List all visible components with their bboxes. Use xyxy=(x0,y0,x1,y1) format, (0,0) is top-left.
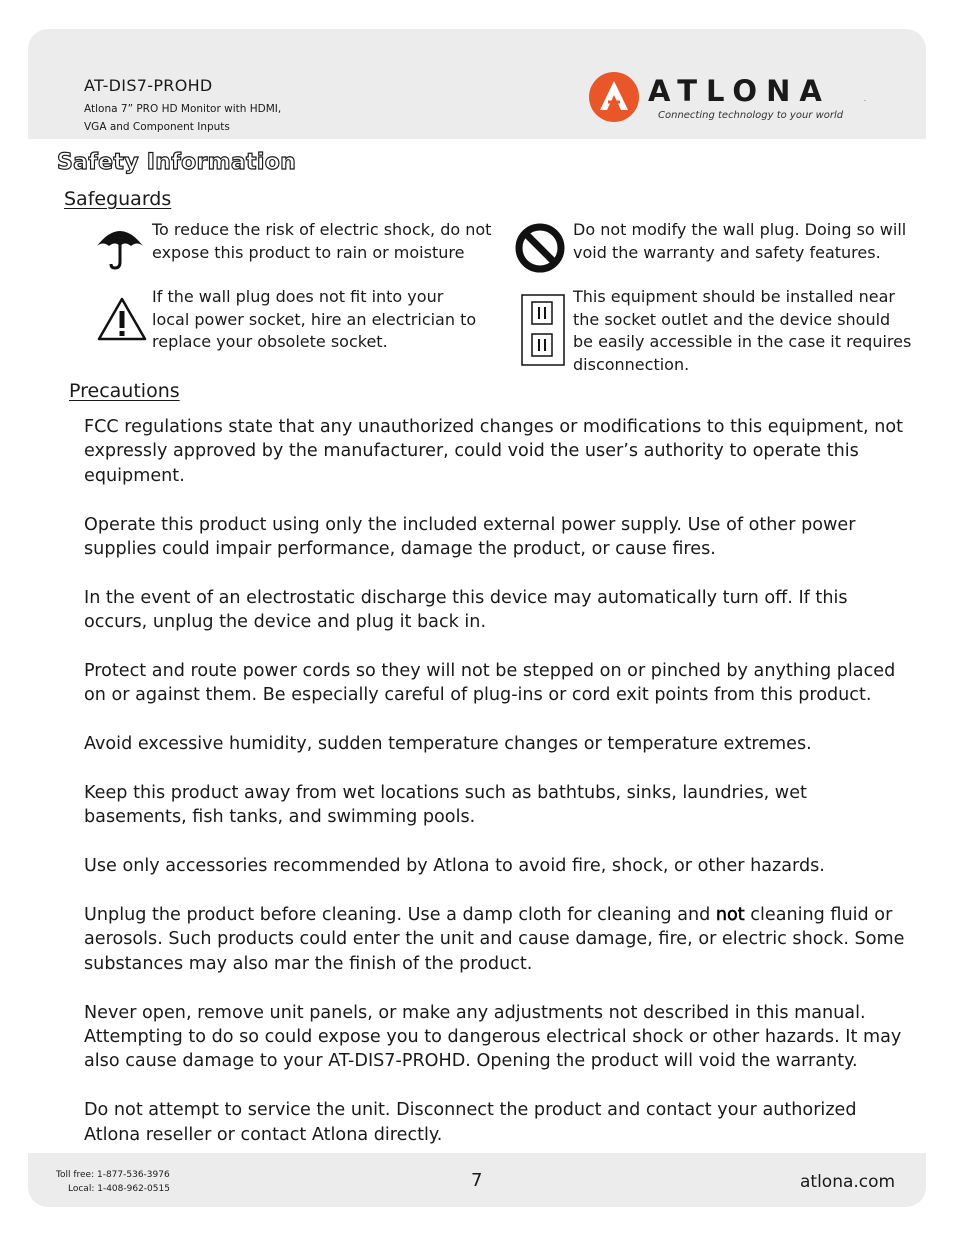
logo-tagline: Connecting technology to your world xyxy=(658,110,844,121)
logo-registered-mark: . xyxy=(864,96,866,103)
paragraph: Operate this product using only the included external power supply. Use of other power supplies could impair performance, damage the product, or cause fires. xyxy=(84,514,856,560)
paragraph: In the event of an electrostatic discharge this device may automatically turn off. If this occurs, unplug the device and plug it back in. xyxy=(84,587,848,633)
subtitle-line-1: Atlona 7” PRO HD Monitor with HDMI, xyxy=(84,103,282,115)
paragraph-cleaning xyxy=(84,903,914,976)
safeguard-text-3: If the wall plug does not fit into your local power socket, hire an electrician to replace your obsolete socket. xyxy=(152,287,477,351)
paragraph: Never open, remove unit panels, or make any adjustments not described in this manual. Attempting to do so could expose you to dangerous electrical shock or other hazards. It may also cause damage to your AT-DIS7-PROHD. Opening the product will void the warranty. xyxy=(84,1002,902,1072)
contact-numbers xyxy=(56,1168,170,1196)
atlona-logo xyxy=(586,68,876,126)
model-number: AT-DIS7-PROHD xyxy=(84,76,213,95)
precautions-body xyxy=(84,415,914,1171)
safeguard-text-4: This equipment should be installed near the socket outlet and the device should be easily accessible in the case it requires disconnection. xyxy=(573,287,912,374)
paragraph: Keep this product away from wet locations such as bathtubs, sinks, laundries, wet basements, fish tanks, and swimming pools. xyxy=(84,783,807,828)
paragraph: Use only accessories recommended by Atlona to avoid fire, shock, or other hazards. xyxy=(84,856,825,877)
safeguards-heading: Safeguards xyxy=(64,188,172,210)
emphasis-not: not xyxy=(715,905,745,926)
safeguard-text-1: To reduce the risk of electric shock, do not expose this product to rain or moisture xyxy=(152,220,492,262)
product-subtitle xyxy=(84,100,324,136)
page-title: Safety Information xyxy=(57,150,297,175)
logo-mark-icon xyxy=(586,68,642,126)
paragraph: Protect and route power cords so they will not be stepped on or pinched by anything placed on or against them. Be especially careful of plug-ins or cord exit points from this product. xyxy=(84,661,896,706)
logo-wordmark: ATLONA xyxy=(648,74,831,108)
cleaning-text-end: cleaning fluid or aerosols. Such products could enter the unit and cause damage, fire, or electric shock. Some substances may also mar the finish of the product. xyxy=(84,905,905,974)
safeguard-text-2: Do not modify the wall plug. Doing so will void the warranty and safety features. xyxy=(573,220,907,262)
paragraph: FCC regulations state that any unauthorized changes or modifications to this equipment, not expressly approved by the manufacturer, could void the user’s authority to operate this equipment. xyxy=(84,417,904,486)
subtitle-line-2: VGA and Component Inputs xyxy=(84,121,230,133)
outlet-icon xyxy=(521,294,565,370)
prohibited-icon xyxy=(514,222,566,278)
paragraph: Avoid excessive humidity, sudden temperature changes or temperature extremes. xyxy=(84,734,812,755)
toll-free-number: Toll free: 1-877-536-3976 xyxy=(56,1170,170,1180)
cleaning-text-start: Unplug the product before cleaning. Use a damp cloth for cleaning and xyxy=(84,905,716,926)
paragraph: Do not attempt to service the unit. Disconnect the product and contact your authorized Atlona reseller or contact Atlona directly. xyxy=(84,1100,857,1145)
precautions-heading: Precautions xyxy=(69,380,180,402)
page-number: 7 xyxy=(471,1170,483,1191)
warning-icon xyxy=(96,296,148,346)
website-link[interactable]: atlona.com xyxy=(800,1172,896,1192)
umbrella-icon xyxy=(95,220,145,274)
local-number: Local: 1-408-962-0515 xyxy=(68,1184,170,1194)
